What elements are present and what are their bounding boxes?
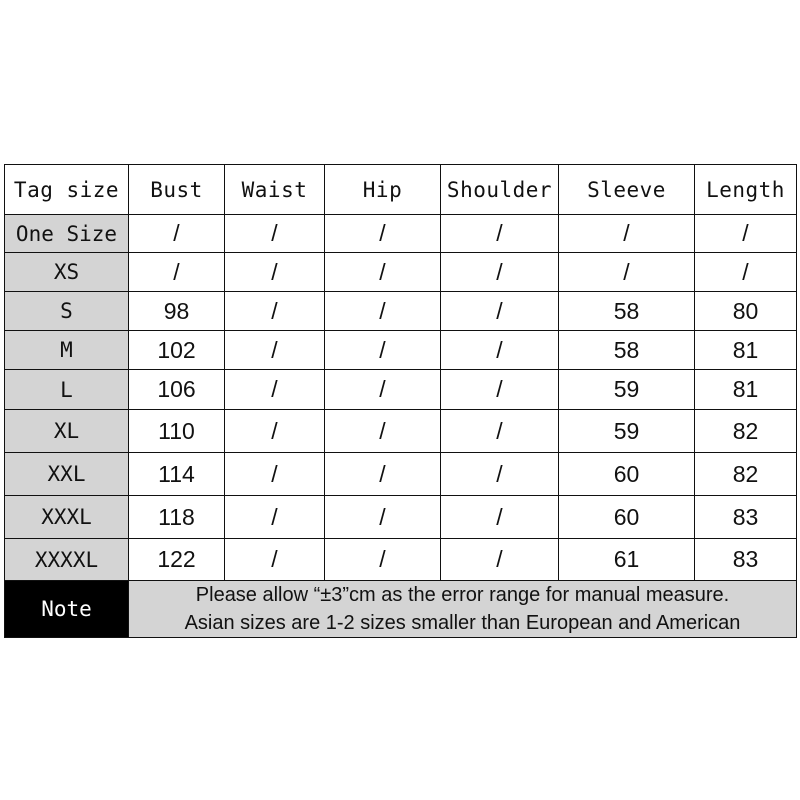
waist-value: /: [225, 215, 325, 253]
hip-value: /: [325, 292, 441, 331]
shoulder-value: /: [441, 453, 559, 496]
shoulder-value: /: [441, 292, 559, 331]
table-row: [5, 539, 797, 581]
length-value: 83: [695, 539, 797, 581]
waist-value: /: [225, 253, 325, 292]
note-line-asian-sizes: Asian sizes are 1-2 sizes smaller than European and American: [184, 612, 741, 634]
bust-value: 106: [129, 370, 225, 410]
hip-value: /: [325, 453, 441, 496]
size-label: M: [5, 331, 129, 370]
size-label: XXL: [5, 453, 129, 496]
bust-value: 122: [129, 539, 225, 581]
shoulder-value: /: [441, 539, 559, 581]
header-length: Length: [695, 165, 797, 215]
hip-value: /: [325, 215, 441, 253]
shoulder-value: /: [441, 331, 559, 370]
size-label: XL: [5, 410, 129, 453]
header-shoulder: Shoulder: [441, 165, 559, 215]
hip-value: /: [325, 539, 441, 581]
hip-value: /: [325, 253, 441, 292]
sleeve-value: 60: [559, 453, 695, 496]
length-value: 81: [695, 370, 797, 410]
table-row: [5, 453, 797, 496]
header-bust: Bust: [129, 165, 225, 215]
waist-value: /: [225, 292, 325, 331]
length-value: 82: [695, 410, 797, 453]
sleeve-value: /: [559, 253, 695, 292]
size-label: XS: [5, 253, 129, 292]
sleeve-value: 58: [559, 331, 695, 370]
waist-value: /: [225, 539, 325, 581]
shoulder-value: /: [441, 410, 559, 453]
sleeve-value: 61: [559, 539, 695, 581]
sleeve-value: 58: [559, 292, 695, 331]
length-value: /: [695, 215, 797, 253]
table-row: [5, 215, 797, 253]
header-waist: Waist: [225, 165, 325, 215]
table-row: [5, 331, 797, 370]
header-hip: Hip: [325, 165, 441, 215]
length-value: 80: [695, 292, 797, 331]
shoulder-value: /: [441, 370, 559, 410]
size-label: S: [5, 292, 129, 331]
bust-value: /: [129, 215, 225, 253]
sleeve-value: /: [559, 215, 695, 253]
waist-value: /: [225, 370, 325, 410]
bust-value: 118: [129, 496, 225, 539]
header-sleeve: Sleeve: [559, 165, 695, 215]
size-label: XXXXL: [5, 539, 129, 581]
bust-value: /: [129, 253, 225, 292]
length-value: 81: [695, 331, 797, 370]
waist-value: /: [225, 410, 325, 453]
size-chart-table: [4, 164, 797, 638]
bust-value: 110: [129, 410, 225, 453]
waist-value: /: [225, 496, 325, 539]
size-label: XXXL: [5, 496, 129, 539]
sleeve-value: 59: [559, 410, 695, 453]
shoulder-value: /: [441, 496, 559, 539]
header-row: [5, 165, 797, 215]
note-line-error-range: Please allow “±3”cm as the error range for manual measure.: [195, 584, 730, 606]
size-label: L: [5, 370, 129, 410]
header-tag-size: Tag size: [5, 165, 129, 215]
table-row: [5, 370, 797, 410]
hip-value: /: [325, 370, 441, 410]
size-label: One Size: [5, 215, 129, 253]
bust-value: 114: [129, 453, 225, 496]
table-row: [5, 292, 797, 331]
hip-value: /: [325, 331, 441, 370]
note-text: [129, 581, 797, 638]
waist-value: /: [225, 331, 325, 370]
note-label: Note: [5, 581, 129, 638]
table-row: [5, 253, 797, 292]
sleeve-value: 60: [559, 496, 695, 539]
waist-value: /: [225, 453, 325, 496]
bust-value: 102: [129, 331, 225, 370]
length-value: 83: [695, 496, 797, 539]
note-row: [5, 581, 797, 638]
length-value: /: [695, 253, 797, 292]
table-row: [5, 410, 797, 453]
shoulder-value: /: [441, 215, 559, 253]
bust-value: 98: [129, 292, 225, 331]
hip-value: /: [325, 496, 441, 539]
shoulder-value: /: [441, 253, 559, 292]
sleeve-value: 59: [559, 370, 695, 410]
length-value: 82: [695, 453, 797, 496]
table-row: [5, 496, 797, 539]
hip-value: /: [325, 410, 441, 453]
